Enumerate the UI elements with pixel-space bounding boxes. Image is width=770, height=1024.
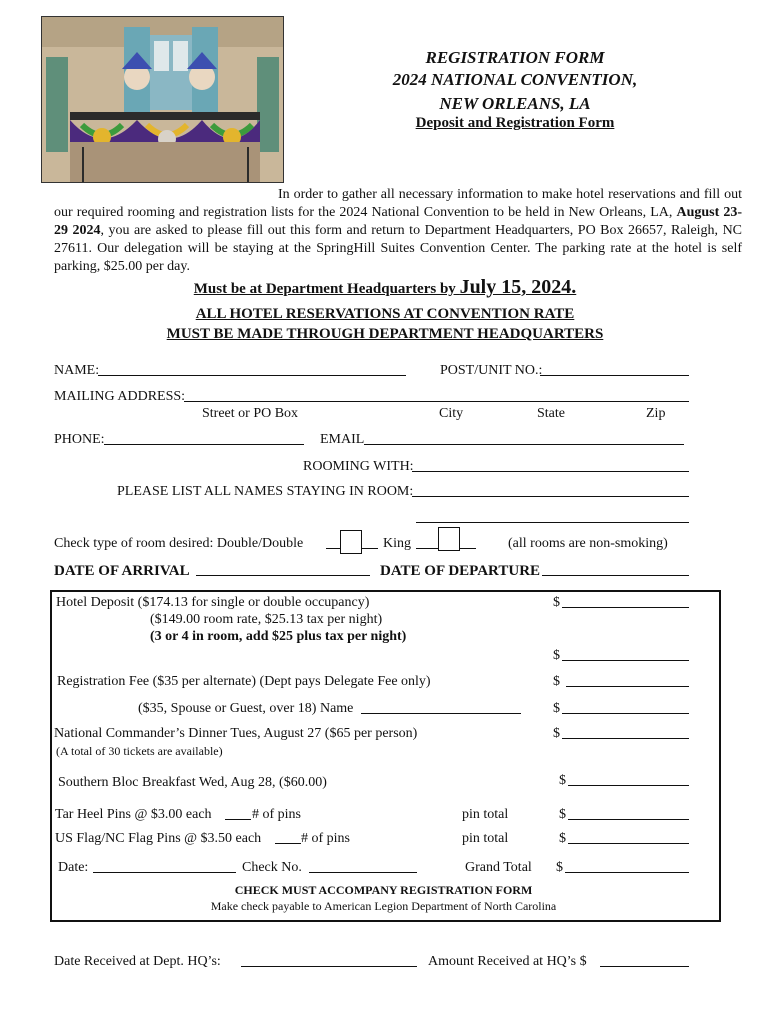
notice-line-2: MUST BE MADE THROUGH DEPARTMENT HEADQUARTERS — [166, 326, 604, 342]
form-subtitle: Deposit and Registration Form — [415, 115, 615, 131]
usflag-pin-total: pin total — [462, 831, 509, 846]
king-checkbox[interactable] — [438, 527, 460, 551]
tarheel-pins-caption: # of pins — [252, 807, 301, 822]
extra-field[interactable] — [562, 648, 689, 661]
intro-text-a: In order to gather all necessary information to make hotel reservations and fill out our required rooming and registration lists for the 2024 National Convention to be held in New Orleans, LA, — [54, 187, 742, 220]
intro-dates: August 23-29 2024 — [54, 205, 742, 238]
breakfast-label: Southern Bloc Breakfast Wed, Aug 28, ($60.00) — [58, 775, 327, 790]
notice-line-1: ALL HOTEL RESERVATIONS AT CONVENTION RATE — [195, 306, 575, 322]
spouse-label: ($35, Spouse or Guest, over 18) Name — [138, 701, 354, 716]
grand-total-label: Grand Total — [465, 860, 532, 875]
arrival-field[interactable] — [196, 563, 370, 576]
street-caption: Street or PO Box — [202, 406, 299, 421]
arrival-label: DATE OF ARRIVAL — [54, 563, 190, 579]
intro-paragraph — [54, 186, 742, 276]
nonsmoking-note: (all rooms are non-smoking) — [508, 536, 668, 551]
usflag-label: US Flag/NC Flag Pins @ $3.50 each — [55, 831, 262, 846]
check-no-label: Check No. — [242, 860, 302, 875]
city-caption: City — [439, 406, 464, 421]
deadline-prefix: Must be at Department Headquarters by — [193, 281, 460, 297]
registration-label: Registration Fee ($35 per alternate) (Dept pays Delegate Fee only) — [57, 674, 431, 689]
usflag-field[interactable] — [568, 831, 689, 844]
king-label: King — [383, 536, 411, 551]
hotel-deposit-label: Hotel Deposit ($174.13 for single or double occupancy) — [56, 595, 370, 610]
room-type-label: Check type of room desired: Double/Double — [54, 536, 304, 551]
dinner-dollar: $ — [553, 726, 560, 741]
usflag-pins-caption: # of pins — [301, 831, 350, 846]
usflag-dollar: $ — [559, 831, 566, 846]
breakfast-dollar: $ — [559, 773, 566, 788]
form-title: REGISTRATION FORM — [425, 48, 605, 67]
names-label: PLEASE LIST ALL NAMES STAYING IN ROOM: — [117, 484, 414, 499]
check-payable-note: Make check payable to American Legion Department of North Carolina — [210, 899, 557, 913]
hotel-deposit-field[interactable] — [562, 595, 689, 608]
tarheel-count-field[interactable] — [225, 807, 251, 820]
check-must-accompany: CHECK MUST ACCOMPANY REGISTRATION FORM — [234, 883, 533, 897]
amount-received-field[interactable] — [600, 954, 689, 967]
tarheel-label: Tar Heel Pins @ $3.00 each — [55, 807, 212, 822]
departure-field[interactable] — [542, 563, 689, 576]
hotel-deposit-dollar: $ — [553, 595, 560, 610]
name-label: NAME: — [54, 363, 100, 378]
tarheel-pin-total: pin total — [462, 807, 509, 822]
names-field-2[interactable] — [416, 510, 689, 523]
grand-total-dollar: $ — [556, 860, 563, 875]
spouse-field[interactable] — [562, 701, 689, 714]
rooming-label: ROOMING WITH: — [303, 459, 414, 474]
deadline-line — [0, 276, 770, 299]
phone-field[interactable] — [104, 432, 304, 445]
room-rate-note: ($149.00 room rate, $25.13 tax per night) — [150, 612, 383, 627]
post-field[interactable] — [540, 363, 689, 376]
extra-dollar: $ — [553, 648, 560, 663]
registration-field[interactable] — [566, 674, 689, 687]
date-label: Date: — [58, 860, 89, 875]
tarheel-dollar: $ — [559, 807, 566, 822]
mailing-field[interactable] — [184, 389, 689, 402]
breakfast-field[interactable] — [568, 773, 689, 786]
name-field[interactable] — [98, 363, 406, 376]
mailing-label: MAILING ADDRESS: — [54, 389, 186, 404]
grand-total-field[interactable] — [565, 860, 689, 873]
convention-title: 2024 NATIONAL CONVENTION, — [392, 70, 638, 89]
date-received-label: Date Received at Dept. HQ’s: — [54, 954, 221, 969]
amount-received-label: Amount Received at HQ’s $ — [428, 954, 587, 969]
extra-occupancy-note: (3 or 4 in room, add $25 plus tax per night) — [150, 629, 407, 644]
mardi-gras-balcony-image — [42, 17, 283, 182]
location-title: NEW ORLEANS, LA — [439, 94, 591, 113]
dinner-note: (A total of 30 tickets are available) — [56, 744, 223, 758]
email-label: EMAIL — [320, 432, 365, 447]
dinner-field[interactable] — [562, 726, 689, 739]
intro-text-b: , you are asked to please fill out this form and return to Department Headquarters, PO Box 26657, Raleigh, NC 27611. Our delegation will be staying at the SpringHill Suites Convention Center. The parking rate at the hotel is self parking, $25.00 per day. — [54, 223, 743, 274]
date-field[interactable] — [93, 860, 236, 873]
state-caption: State — [537, 406, 565, 421]
phone-label: PHONE: — [54, 432, 105, 447]
double-checkbox[interactable] — [340, 530, 362, 554]
spouse-dollar: $ — [553, 701, 560, 716]
email-field[interactable] — [364, 432, 684, 445]
rooming-field[interactable] — [412, 459, 689, 472]
spouse-name-field[interactable] — [361, 701, 521, 714]
departure-label: DATE OF DEPARTURE — [380, 563, 541, 579]
tarheel-field[interactable] — [568, 807, 689, 820]
balcony-photo — [41, 16, 284, 183]
zip-caption: Zip — [646, 406, 666, 421]
check-no-field[interactable] — [309, 860, 417, 873]
names-field-1[interactable] — [412, 484, 689, 497]
usflag-count-field[interactable] — [275, 831, 301, 844]
post-label: POST/UNIT NO.: — [440, 363, 543, 378]
registration-dollar: $ — [553, 674, 560, 689]
date-received-field[interactable] — [241, 954, 417, 967]
dinner-label: National Commander’s Dinner Tues, August 27 ($65 per person) — [54, 726, 418, 741]
deadline-date: July 15, 2024. — [459, 276, 577, 298]
